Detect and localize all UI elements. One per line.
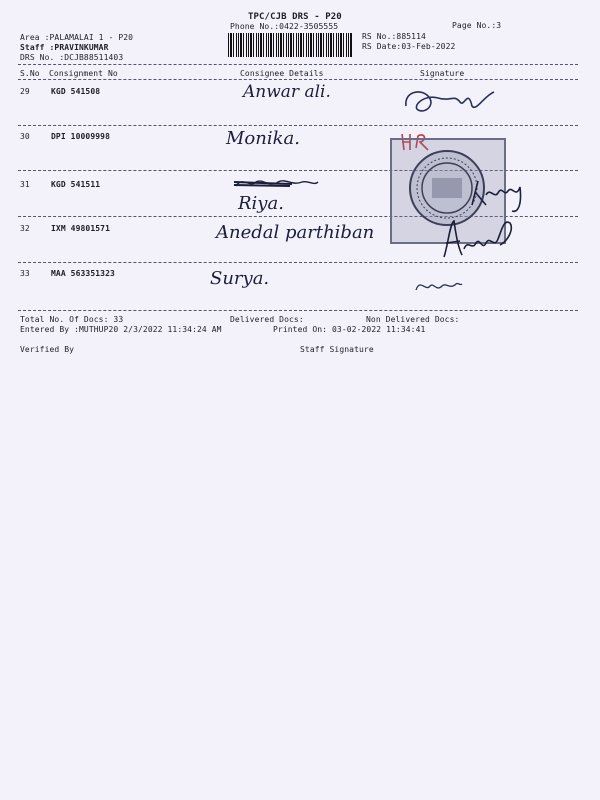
consignee-handwritten: Monika. xyxy=(226,128,300,149)
area-label: Area :PALAMALAI 1 - P20 xyxy=(20,33,134,42)
consignee-handwritten: Anwar ali. xyxy=(243,82,331,102)
row-sno: 31 xyxy=(20,180,30,189)
row-consignment-no: IXM 49801571 xyxy=(51,224,110,233)
non-delivered-docs: Non Delivered Docs: xyxy=(366,315,460,324)
column-header-signature: Signature xyxy=(420,69,465,78)
divider xyxy=(18,125,578,126)
rs-date: RS Date:03-Feb-2022 xyxy=(362,42,456,51)
divider xyxy=(18,310,578,311)
row-consignment-no: DPI 10009998 xyxy=(51,132,110,141)
signature-scribble xyxy=(412,276,464,298)
staff-label: Staff :PRAVINKUMAR xyxy=(20,43,109,52)
row-sno: 29 xyxy=(20,87,30,96)
consignee-handwritten: Surya. xyxy=(210,268,270,289)
row-sno: 30 xyxy=(20,132,30,141)
staff-signature-label: Staff Signature xyxy=(300,345,374,354)
total-docs: Total No. Of Docs: 33 xyxy=(20,315,124,324)
rs-number: RS No.:885114 xyxy=(362,32,426,41)
divider xyxy=(18,79,578,80)
consignee-handwritten: Anedal parthiban xyxy=(216,222,375,243)
consignee-handwritten: Riya. xyxy=(238,193,284,214)
row-consignment-no: MAA 563351323 xyxy=(51,269,115,278)
column-header-consignee: Consignee Details xyxy=(240,69,324,78)
document-title: TPC/CJB DRS - P20 xyxy=(248,12,342,22)
barcode xyxy=(228,33,352,57)
phone-number: Phone No.:0422-3505555 xyxy=(230,22,339,31)
verified-by-label: Verified By xyxy=(20,345,75,354)
delivered-docs: Delivered Docs: xyxy=(230,315,304,324)
row-sno: 33 xyxy=(20,269,30,278)
divider xyxy=(18,64,578,65)
signature-scribble xyxy=(438,215,518,265)
signature-scribble xyxy=(398,82,508,122)
row-consignment-no: KGD 541508 xyxy=(51,87,101,96)
struck-out-writing xyxy=(232,174,322,192)
row-consignment-no: KGD 541511 xyxy=(51,180,101,189)
signature-scribble xyxy=(468,175,538,215)
entered-by: Entered By :MUTHUP20 2/3/2022 11:34:24 AM xyxy=(20,325,222,334)
column-header-sno: S.No xyxy=(20,69,40,78)
page-number: Page No.:3 xyxy=(452,21,502,30)
column-header-consignment: Consignment No xyxy=(49,69,118,78)
printed-on: Printed On: 03-02-2022 11:34:41 xyxy=(273,325,426,334)
row-sno: 32 xyxy=(20,224,30,233)
drs-number: DRS No. :DCJB88511403 xyxy=(20,53,124,62)
